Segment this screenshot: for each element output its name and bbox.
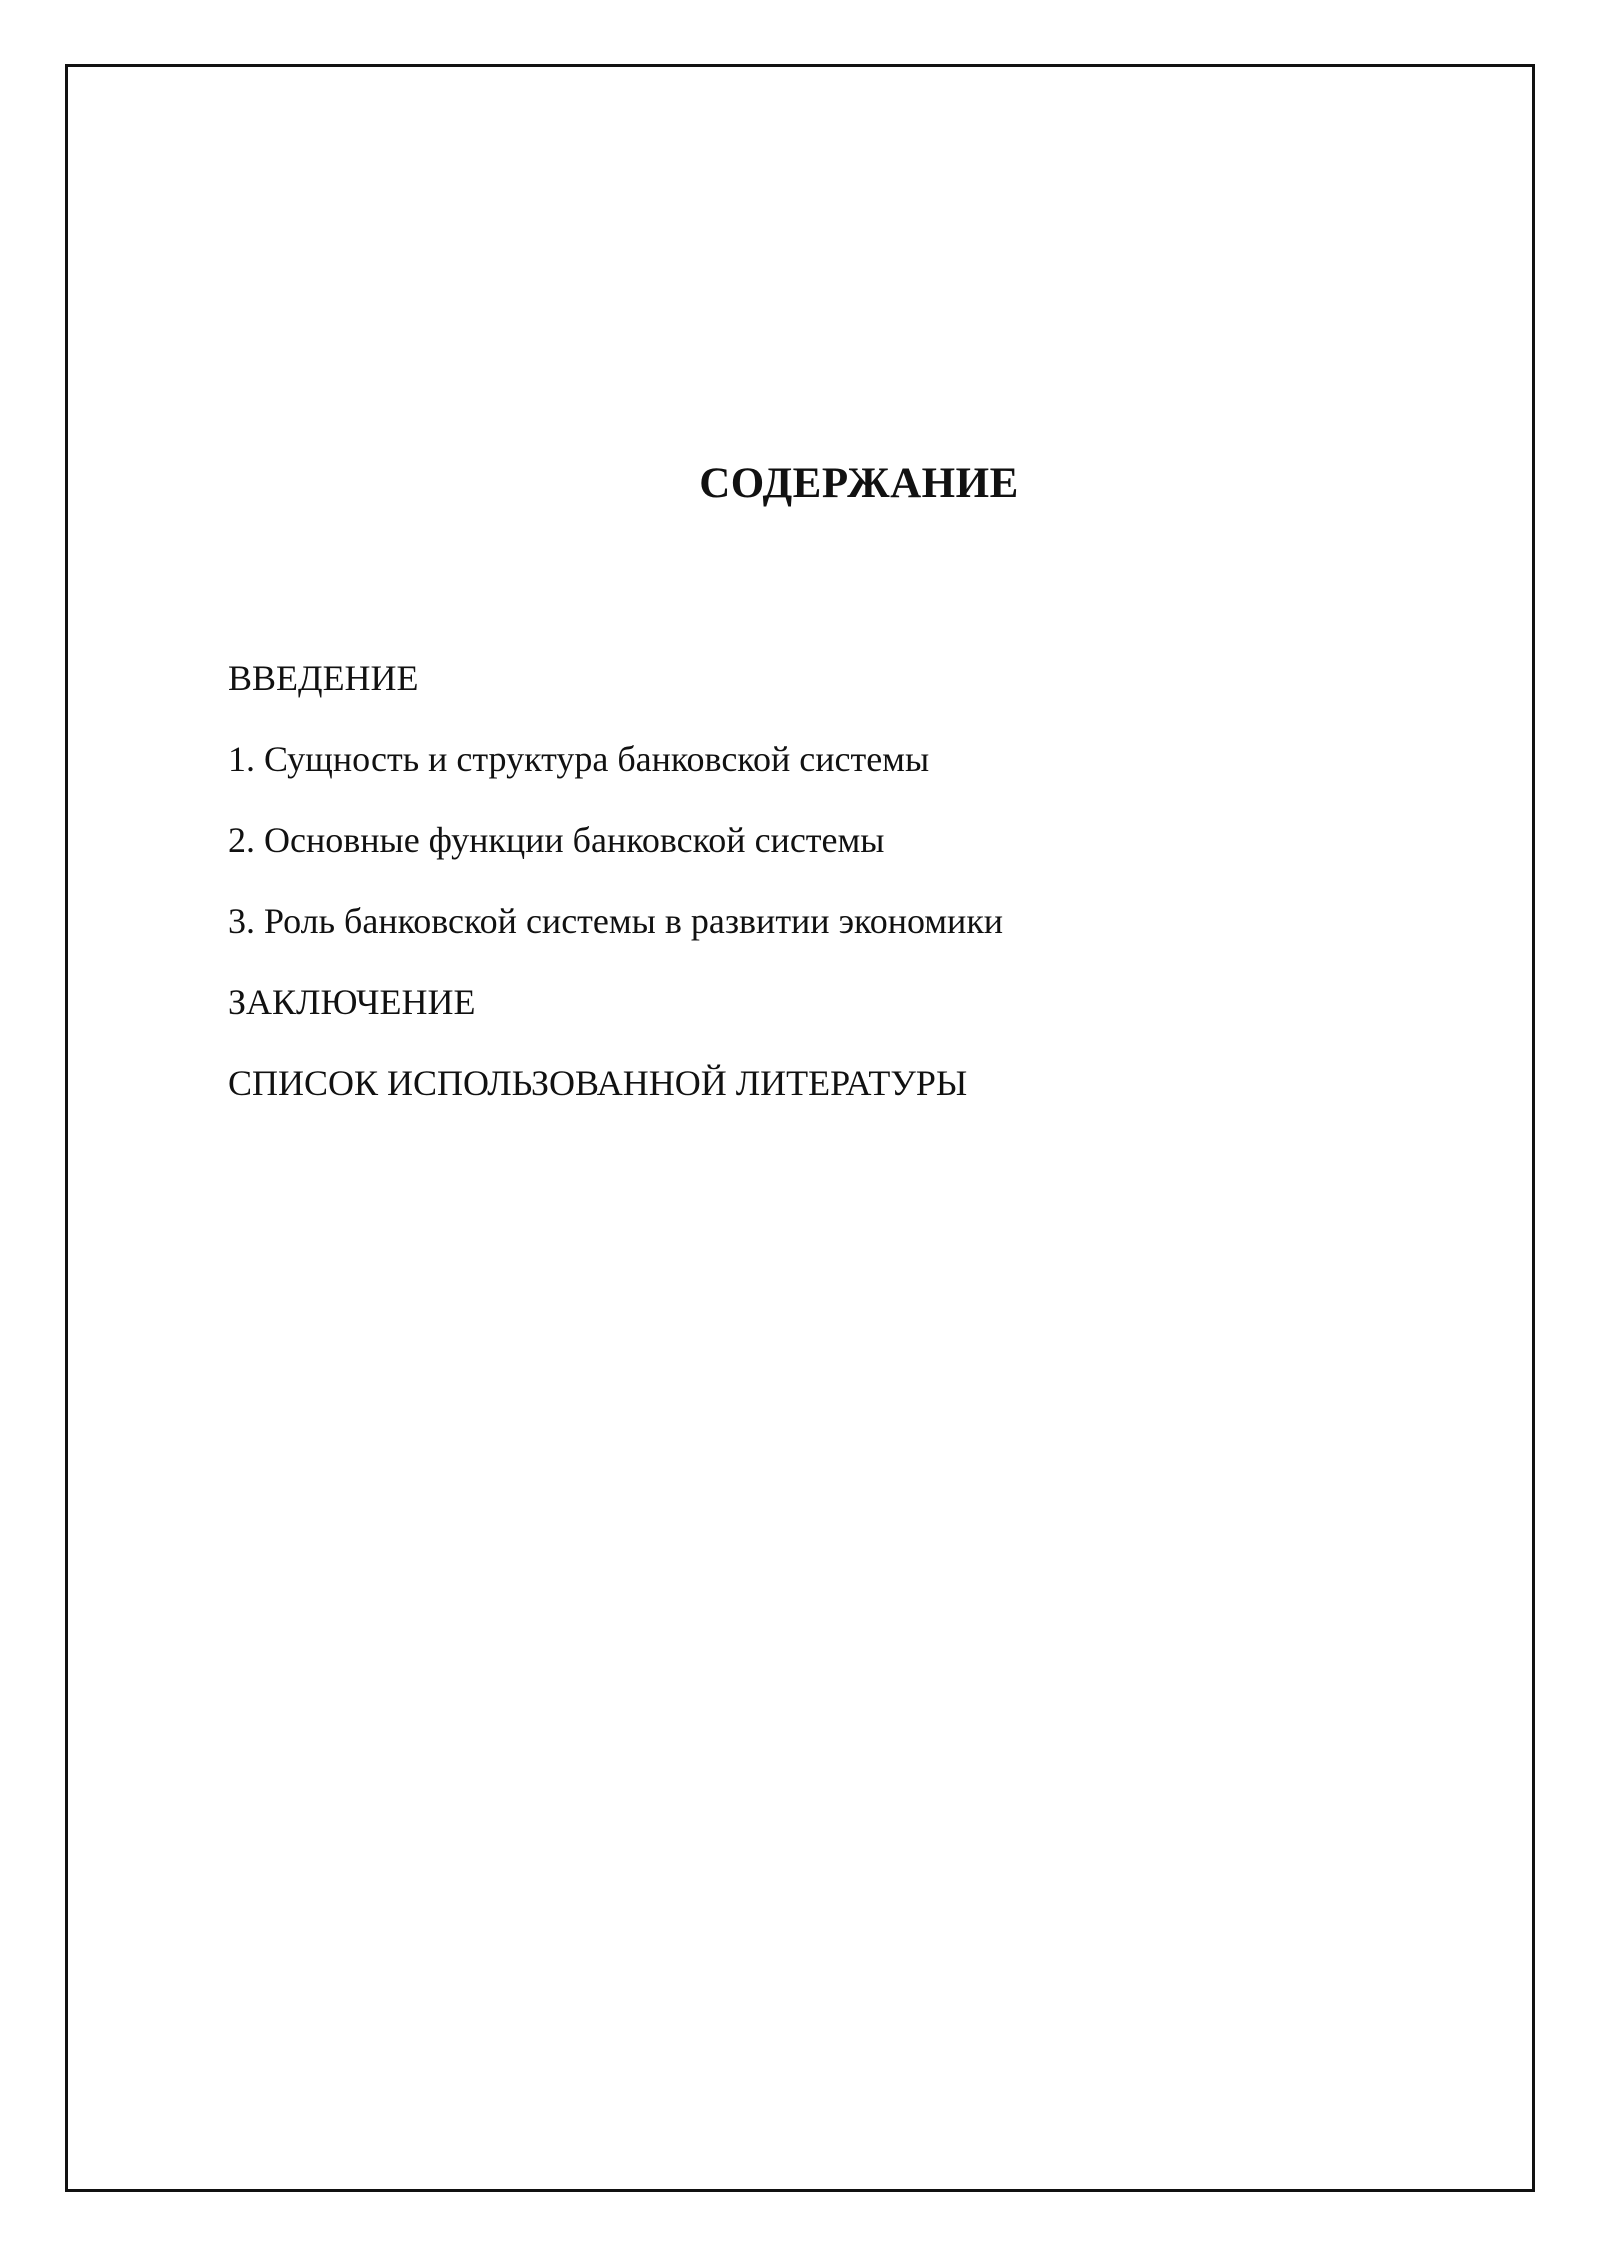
toc-item-references: СПИСОК ИСПОЛЬЗОВАННОЙ ЛИТЕРАТУРЫ — [228, 1063, 968, 1103]
table-of-contents — [228, 638, 1003, 1124]
toc-item-chapter-1: 1. Сущность и структура банковской системы — [228, 739, 930, 779]
toc-item-conclusion: ЗАКЛЮЧЕНИЕ — [228, 982, 476, 1022]
toc-item-chapter-2: 2. Основные функции банковской системы — [228, 820, 885, 860]
toc-item-introduction: ВВЕДЕНИЕ — [228, 658, 419, 698]
page-title: СОДЕРЖАНИЕ — [699, 460, 1019, 507]
toc-item-chapter-3: 3. Роль банковской системы в развитии экономики — [228, 901, 1004, 941]
page-border — [65, 64, 1535, 2192]
